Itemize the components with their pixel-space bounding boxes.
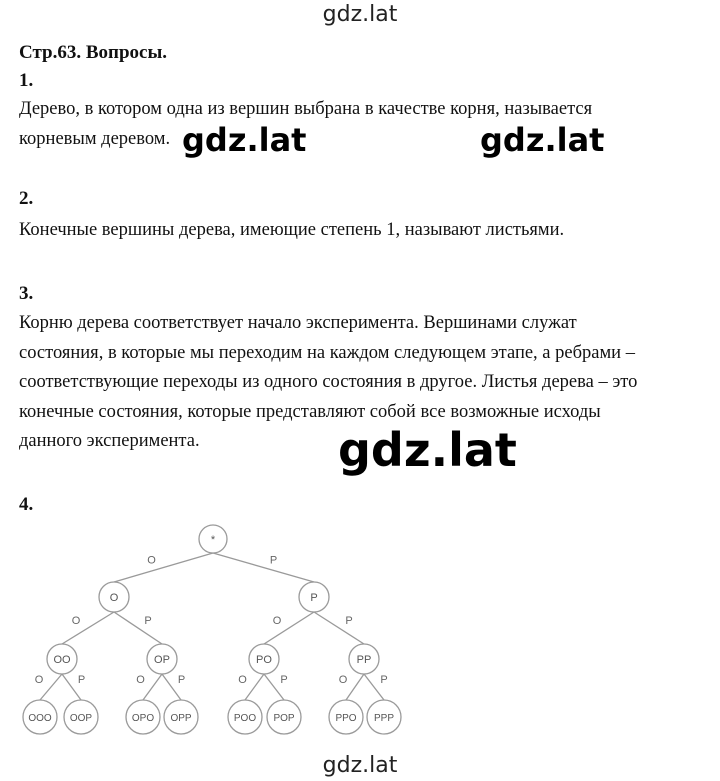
edge-label: O <box>272 615 282 627</box>
edge-label: P <box>269 554 278 567</box>
tree-node-label: POO <box>233 713 257 724</box>
tree-node-label: PPP <box>373 713 395 724</box>
tree-node-label: O <box>109 592 119 604</box>
tree-node-label: OPO <box>131 713 155 724</box>
watermark-top: gdz.lat <box>322 2 398 27</box>
tree-node-label: PO <box>256 654 272 666</box>
tree-edge <box>40 674 62 700</box>
tree-node-label: OO <box>53 654 71 666</box>
tree-node-label: * <box>210 534 216 546</box>
edge-label: P <box>345 615 353 627</box>
edge-label: O <box>34 674 44 686</box>
tree-node-label: OPP <box>170 713 192 724</box>
edge-label: P <box>380 674 388 686</box>
tree-node-label: OOO <box>28 713 52 724</box>
answer-line: корневым деревом. <box>19 128 171 149</box>
answer-line: данного эксперимента. <box>19 431 200 451</box>
watermark-bottom: gdz.lat <box>322 753 398 778</box>
tree-edge <box>314 612 364 644</box>
page-heading: Стр.63. Вопросы. <box>19 42 168 63</box>
tree-edge <box>114 612 162 644</box>
tree-node-label: P <box>310 592 318 604</box>
edge-label: O <box>147 554 156 567</box>
question-4-number: 4. <box>19 494 34 515</box>
answer-line: соответствующие переходы из одного состояния в другое. Листья дерева – это <box>19 372 638 392</box>
tree-node-label: POP <box>273 713 295 724</box>
answer-line: состояния, в которые мы переходим на каждом следующем этапе, а ребрами – <box>19 342 635 363</box>
tree-edge <box>114 553 213 582</box>
answer-line: конечные состояния, которые представляют собой все возможные исходы <box>19 401 601 422</box>
edge-label: O <box>71 615 81 627</box>
tree-edge <box>346 674 364 700</box>
tree-edge <box>143 674 162 700</box>
edge-label: O <box>238 674 247 686</box>
edge-label: P <box>280 674 288 686</box>
tree-edge <box>245 674 264 700</box>
tree-node-label: PP <box>356 654 372 666</box>
edge-label: P <box>177 674 186 686</box>
tree-node-label: OP <box>154 654 170 666</box>
question-3-number: 3. <box>19 283 34 304</box>
watermark-large: gdz.lat <box>338 423 517 477</box>
tree-node-label: OOP <box>69 713 93 724</box>
outcome-tree-diagram <box>0 515 440 740</box>
watermark-inline-1: gdz.lat <box>182 121 307 159</box>
answer-line: Дерево, в котором одна из вершин выбрана в качестве корня, называется <box>19 99 593 119</box>
edge-label: P <box>77 674 86 686</box>
tree-edge <box>213 553 314 582</box>
question-1-number: 1. <box>19 70 34 91</box>
tree-node-label: PPO <box>335 713 357 724</box>
tree-edge <box>264 612 314 644</box>
edge-label: P <box>144 615 152 627</box>
question-2-number: 2. <box>19 188 34 209</box>
answer-line: Корню дерева соответствует начало эксперимента. Вершинами служат <box>19 313 577 333</box>
question-3-answer <box>19 309 709 457</box>
edge-label: O <box>136 674 145 686</box>
answer-line: Конечные вершины дерева, имеющие степень 1, называют листьями. <box>19 220 565 240</box>
question-2-answer <box>19 216 709 246</box>
edge-label: O <box>338 674 348 686</box>
question-1-answer <box>19 95 709 154</box>
watermark-inline-2: gdz.lat <box>480 121 605 159</box>
tree-edge <box>62 612 114 644</box>
